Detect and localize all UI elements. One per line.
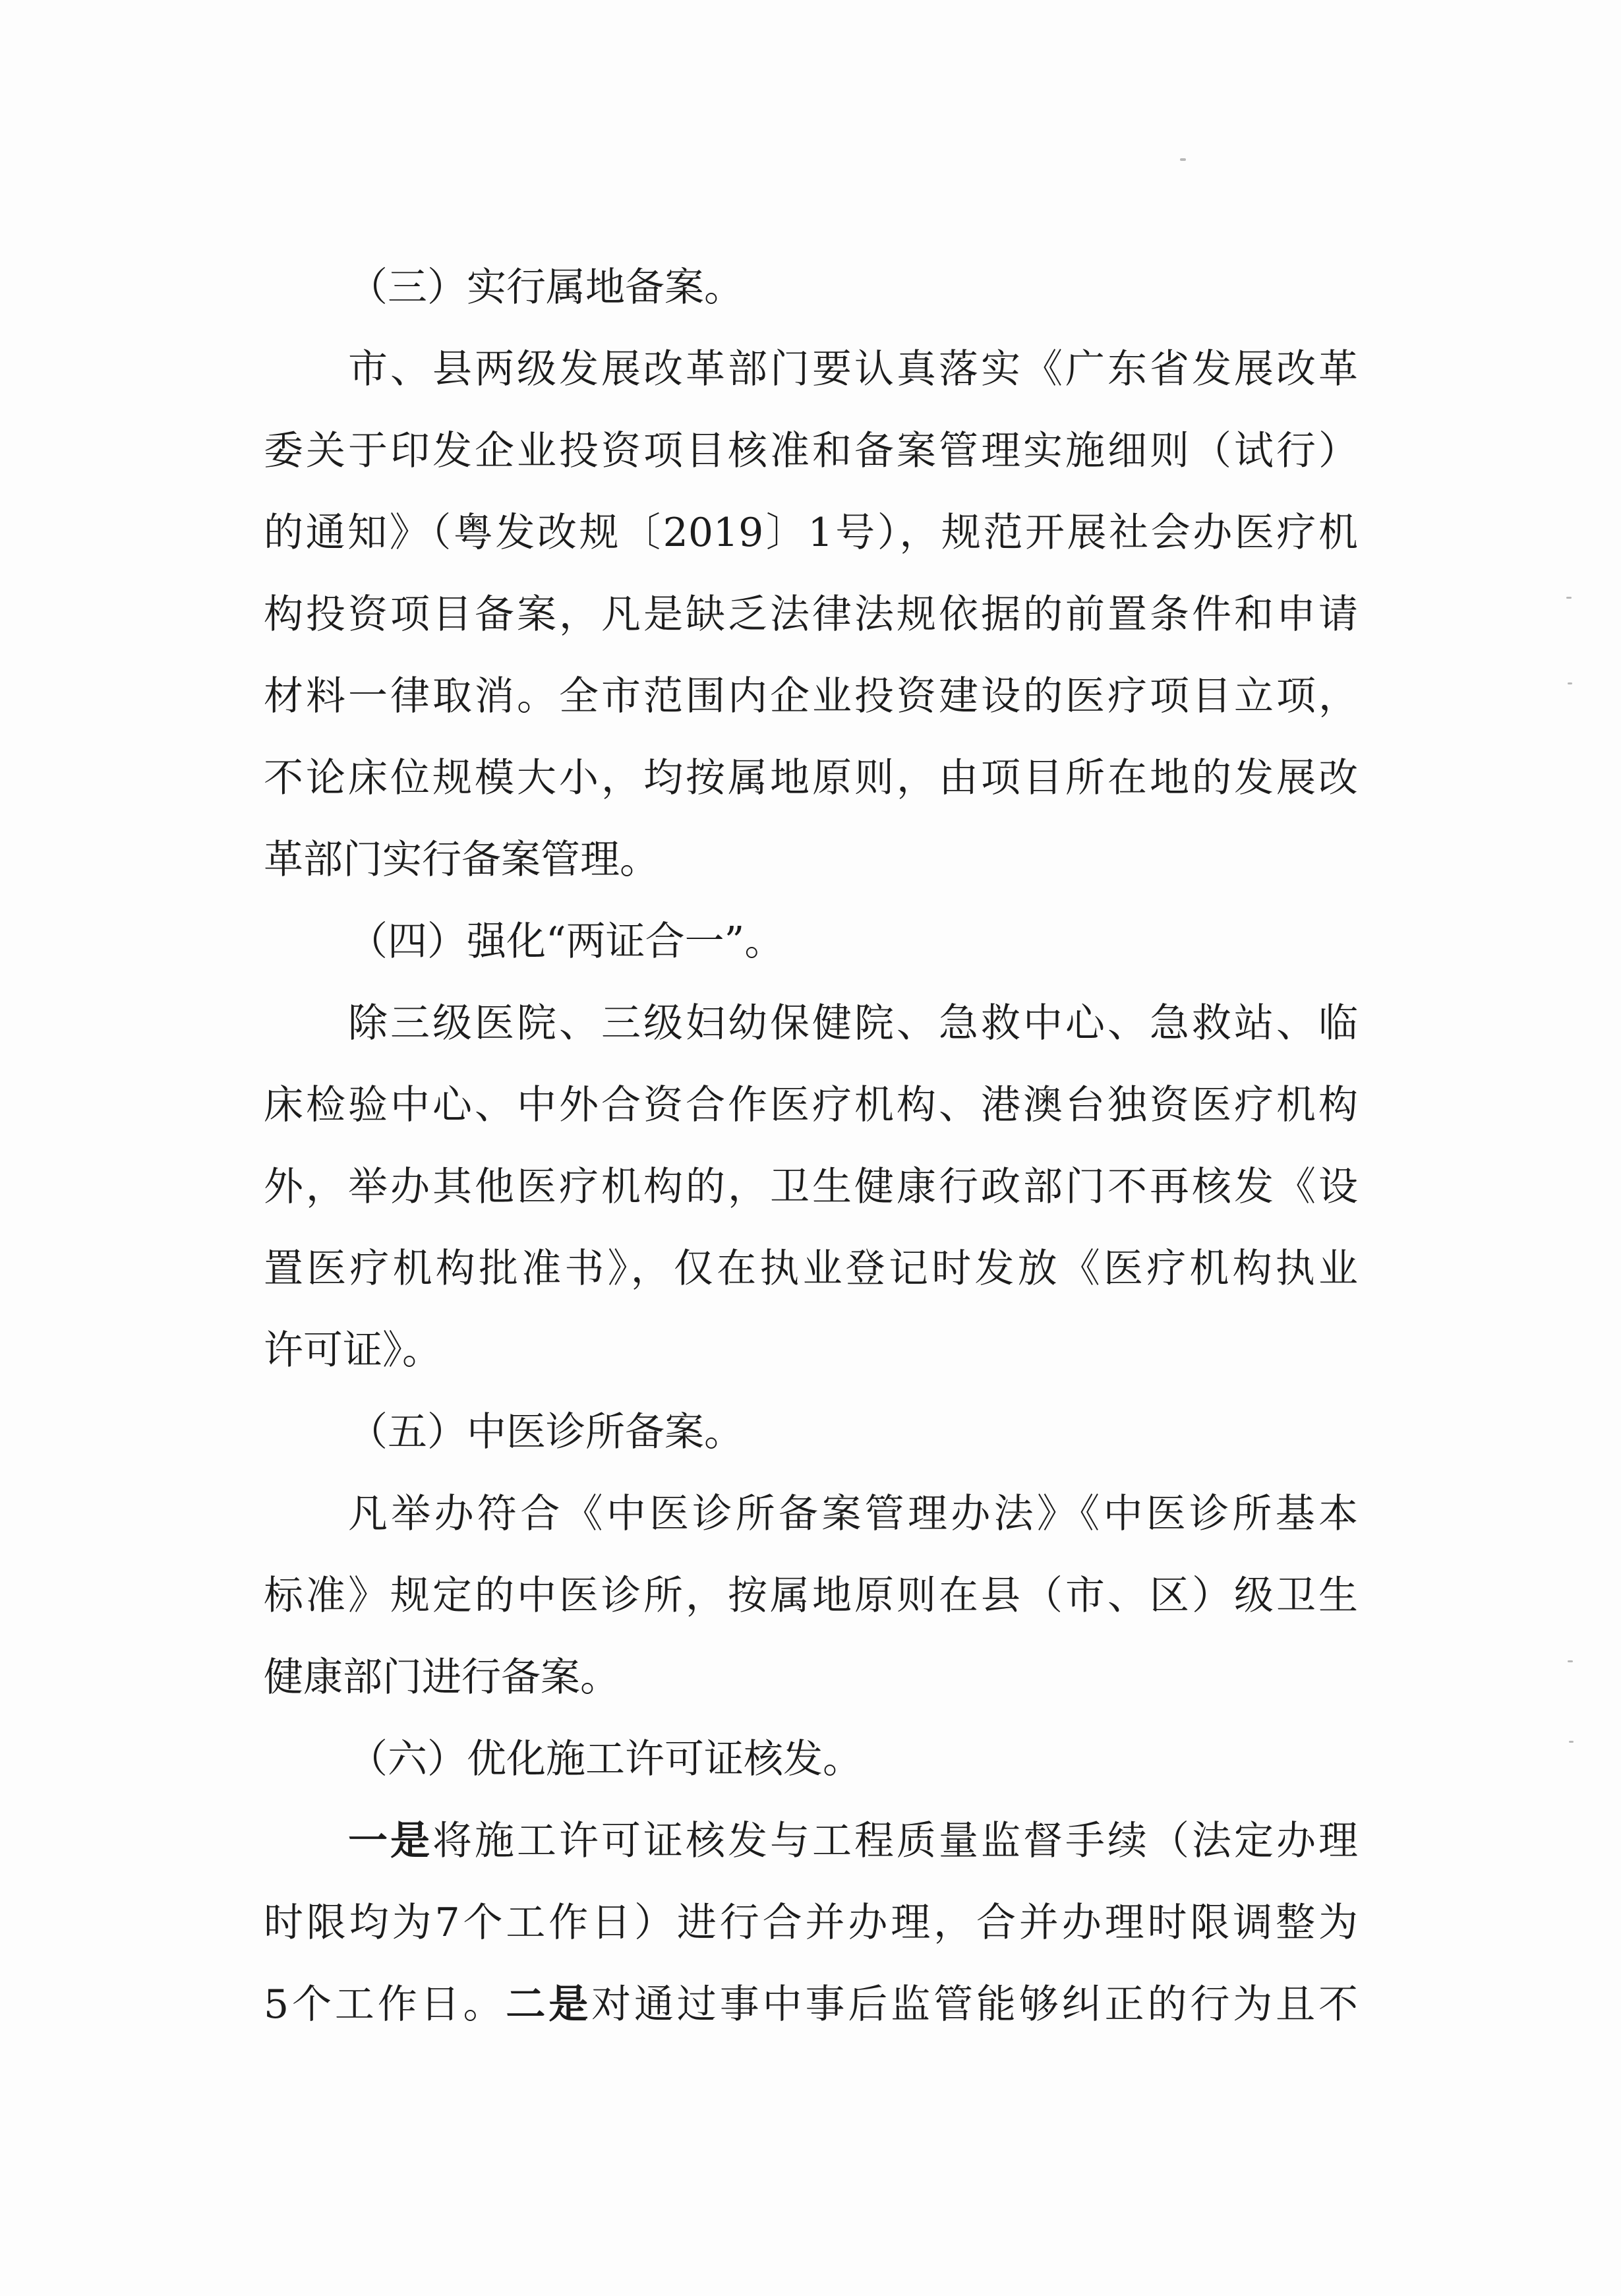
section-heading-4: （四）强化“两证合一”。 <box>348 919 784 965</box>
paragraph-line: 除三级医院、三级妇幼保健院、急救中心、急救站、临 <box>348 1000 1358 1046</box>
paragraph-line: 的通知》（粤发改规〔2019〕1号），规范开展社会办医疗机 <box>264 510 1358 556</box>
scan-speck <box>1180 158 1186 161</box>
paragraph-line <box>264 1964 1358 2045</box>
paragraph-line: 委关于印发企业投资项目核准和备案管理实施细则（试行） <box>264 428 1358 474</box>
scan-speck <box>1568 1660 1573 1662</box>
paragraph-line: 置医疗机构批准书》，仅在执业登记时发放《医疗机构执业 <box>264 1246 1358 1292</box>
paragraph-line <box>348 1800 1358 1882</box>
scan-speck <box>1566 597 1572 599</box>
scan-speck <box>1568 682 1572 684</box>
section-heading-5: （五）中医诊所备案。 <box>348 1409 744 1455</box>
paragraph-line: 标准》规定的中医诊所，按属地原则在县（市、区）级卫生 <box>264 1573 1358 1619</box>
section-heading-3: （三）实行属地备案。 <box>348 264 744 311</box>
paragraph-line: 时限均为7个工作日）进行合并办理，合并办理时限调整为 <box>264 1900 1358 1946</box>
paragraph-line-text: 5个工作日。 <box>264 1981 506 2028</box>
paragraph-line: 构投资项目备案，凡是缺乏法律法规依据的前置条件和申请 <box>264 591 1358 638</box>
bold-lead-second: 二是 <box>506 1981 592 2028</box>
paragraph-line: 市、县两级发展改革部门要认真落实《广东省发展改革 <box>348 346 1358 392</box>
paragraph-line-text: 将施工许可证核发与工程质量监督手续（法定办理 <box>432 1818 1358 1864</box>
paragraph-line: 健康部门进行备案。 <box>264 1654 620 1701</box>
bold-lead-first: 一是 <box>348 1818 432 1864</box>
scan-speck <box>1569 1741 1574 1743</box>
paragraph-line: 革部门实行备案管理。 <box>264 837 659 883</box>
paragraph-line: 许可证》。 <box>264 1327 442 1374</box>
paragraph-line: 外，举办其他医疗机构的，卫生健康行政部门不再核发《设 <box>264 1164 1358 1210</box>
section-heading-6: （六）优化施工许可证核发。 <box>348 1736 862 1782</box>
paragraph-line: 床检验中心、中外合资合作医疗机构、港澳台独资医疗机构 <box>264 1082 1358 1128</box>
paragraph-line: 凡举办符合《中医诊所备案管理办法》《中医诊所基本 <box>348 1491 1358 1537</box>
paragraph-line-text: 对通过事中事后监管能够纠正的行为且不 <box>591 1981 1359 2028</box>
paragraph-line: 不论床位规模大小，均按属地原则，由项目所在地的发展改 <box>264 755 1358 801</box>
paragraph-line: 材料一律取消。全市范围内企业投资建设的医疗项目立项， <box>264 673 1358 719</box>
